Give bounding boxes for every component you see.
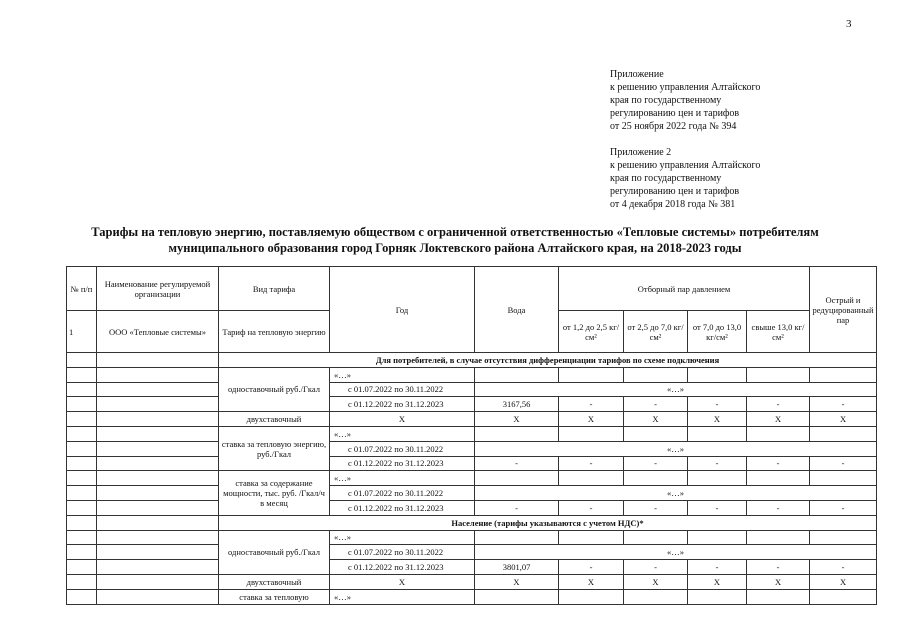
table-row [67, 426, 877, 441]
header-steam-col: от 7,0 до 13,0 кг/см² [688, 311, 747, 353]
dash-cell: - [688, 560, 747, 575]
dash-cell: - [810, 500, 877, 515]
dash-cell: - [475, 456, 559, 471]
ellipsis-cell: «…» [330, 530, 475, 545]
x-cell: Х [330, 574, 475, 589]
table-row [67, 353, 877, 368]
table-row [67, 397, 877, 412]
dash-cell: - [747, 456, 810, 471]
period-cell: с 01.12.2022 по 31.12.2023 [330, 397, 475, 412]
dash-cell: - [747, 500, 810, 515]
table-row [67, 589, 877, 604]
dash-cell: - [624, 560, 688, 575]
tariff-name: одноставочный руб./Гкал [219, 367, 330, 411]
table-row [67, 574, 877, 589]
ellipsis-cell: «…» [330, 426, 475, 441]
dash-cell: - [559, 456, 624, 471]
ellipsis-cell: «…» [475, 382, 877, 397]
header-organization: Наименование регулируемой организации [97, 267, 219, 311]
appendix-note-line: регулированию цен и тарифов [610, 108, 740, 119]
period-cell: с 01.12.2022 по 31.12.2023 [330, 560, 475, 575]
dash-cell: - [624, 500, 688, 515]
appendix-note [610, 68, 760, 133]
table-row [67, 367, 877, 382]
dash-cell: - [475, 500, 559, 515]
x-cell: Х [624, 574, 688, 589]
x-cell: Х [624, 412, 688, 427]
appendix-note-line: от 4 декабря 2018 года № 381 [610, 199, 736, 210]
tariff-name: ставка за тепловую [219, 589, 330, 604]
header-tariff-type: Вид тарифа [219, 267, 330, 311]
tariff-name: ставка за тепловую энергию, руб./Гкал [219, 426, 330, 470]
dash-cell: - [810, 560, 877, 575]
period-cell: с 01.07.2022 по 30.11.2022 [330, 545, 475, 560]
ellipsis-cell: «…» [330, 367, 475, 382]
x-cell: Х [688, 412, 747, 427]
x-cell: Х [810, 574, 877, 589]
header-steam: Отборный пар давлением [559, 267, 810, 311]
table-row [67, 456, 877, 471]
water-value: 3801,07 [475, 560, 559, 575]
dash-cell: - [559, 560, 624, 575]
header-number: № п/п [67, 267, 97, 311]
x-cell: Х [330, 412, 475, 427]
ellipsis-cell: «…» [330, 471, 475, 486]
header-water: Вода [475, 267, 559, 353]
dash-cell: - [688, 500, 747, 515]
appendix-note-line: регулированию цен и тарифов [610, 186, 740, 197]
section-title: Для потребителей, в случае отсутствия дифференциации тарифов по схеме подключения [219, 353, 877, 368]
header-steam-col: от 2,5 до 7,0 кг/см² [624, 311, 688, 353]
appendix-note-line: к решению управления Алтайского [610, 160, 761, 171]
table-row [67, 412, 877, 427]
dash-cell: - [688, 397, 747, 412]
tariff-name: двухставочный [219, 574, 330, 589]
row-number: 1 [67, 311, 97, 353]
x-cell: Х [747, 412, 810, 427]
tariff-name: одноставочный руб./Гкал [219, 530, 330, 574]
period-cell: с 01.07.2022 по 30.11.2022 [330, 382, 475, 397]
dash-cell: - [810, 456, 877, 471]
tariff-name: двухставочный [219, 412, 330, 427]
x-cell: Х [747, 574, 810, 589]
dash-cell: - [747, 560, 810, 575]
table-row [67, 560, 877, 575]
header-steam-col: от 1,2 до 2,5 кг/см² [559, 311, 624, 353]
ellipsis-cell: «…» [475, 441, 877, 456]
document-title-line: муниципального образования город Горняк Локтевского района Алтайского края, на 2018-2023 годы [168, 241, 742, 255]
document-title-line: Тарифы на тепловую энергию, поставляемую обществом с ограниченной ответственностью «Тепловые системы» потребителям [91, 225, 819, 239]
header-sharp-steam: Острый и редуцированный пар [810, 267, 877, 353]
period-cell: с 01.07.2022 по 30.11.2022 [330, 441, 475, 456]
table-row [67, 471, 877, 486]
x-cell: Х [475, 574, 559, 589]
header-year: Год [330, 267, 475, 353]
dash-cell: - [747, 397, 810, 412]
document-title [60, 224, 850, 256]
appendix-note-line: края по государственному [610, 95, 722, 106]
dash-cell: - [810, 397, 877, 412]
x-cell: Х [559, 412, 624, 427]
section-title: Население (тарифы указываются с учетом НДС)* [219, 515, 877, 530]
header-steam-col: свыше 13,0 кг/см² [747, 311, 810, 353]
tariff-name: ставка за содержание мощности, тыс. руб. /Гкал/ч в месяц [219, 471, 330, 515]
period-cell: с 01.12.2022 по 31.12.2023 [330, 456, 475, 471]
water-value: 3167,56 [475, 397, 559, 412]
organization-name: ООО «Тепловые системы» [97, 311, 219, 353]
appendix-note-line: края по государственному [610, 173, 722, 184]
x-cell: Х [688, 574, 747, 589]
period-cell: с 01.12.2022 по 31.12.2023 [330, 500, 475, 515]
dash-cell: - [624, 456, 688, 471]
ellipsis-cell: «…» [475, 486, 877, 501]
appendix-note-line: Приложение [610, 69, 664, 80]
period-cell: с 01.07.2022 по 30.11.2022 [330, 486, 475, 501]
ellipsis-cell: «…» [330, 589, 475, 604]
tariff-type: Тариф на тепловую энергию [219, 311, 330, 353]
x-cell: Х [559, 574, 624, 589]
table-row [67, 545, 877, 560]
table-row [67, 500, 877, 515]
appendix-2-note [610, 146, 760, 211]
table-header-row [67, 267, 877, 311]
page-number: 3 [846, 18, 852, 30]
x-cell: Х [810, 412, 877, 427]
appendix-note-line: к решению управления Алтайского [610, 82, 761, 93]
table-row [67, 441, 877, 456]
ellipsis-cell: «…» [475, 545, 877, 560]
table-row [67, 530, 877, 545]
tariff-table [66, 266, 877, 605]
table-row [67, 515, 877, 530]
dash-cell: - [624, 397, 688, 412]
dash-cell: - [559, 500, 624, 515]
dash-cell: - [559, 397, 624, 412]
appendix-note-line: от 25 ноября 2022 года № 394 [610, 121, 737, 132]
dash-cell: - [688, 456, 747, 471]
table-row [67, 486, 877, 501]
table-row [67, 382, 877, 397]
x-cell: Х [475, 412, 559, 427]
appendix-note-line: Приложение 2 [610, 147, 672, 158]
